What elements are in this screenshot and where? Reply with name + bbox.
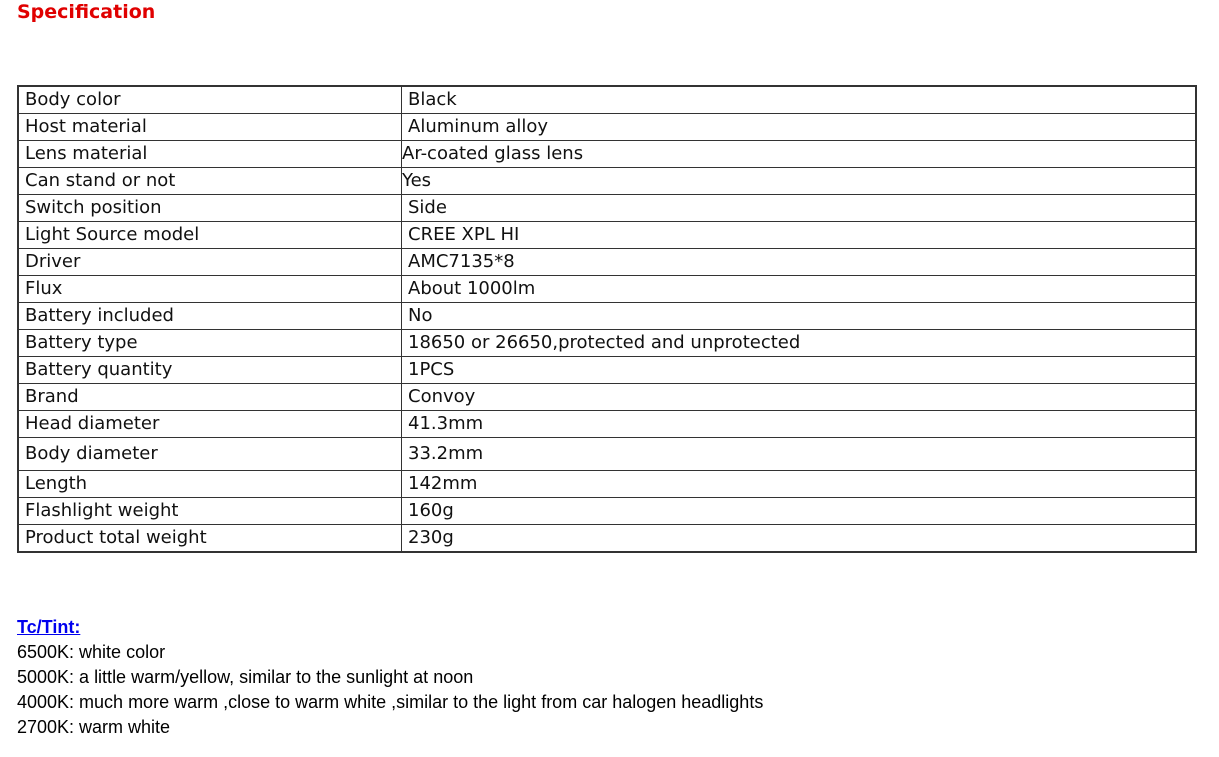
spec-label: Switch position [18, 195, 402, 222]
spec-label: Can stand or not [18, 168, 402, 195]
spec-value: Black [402, 86, 1197, 114]
tint-section [17, 615, 763, 740]
spec-label: Brand [18, 384, 402, 411]
table-row [18, 357, 1196, 384]
tint-line: 5000K: a little warm/yellow, similar to the sunlight at noon [17, 667, 474, 687]
spec-label: Body color [18, 86, 402, 114]
spec-value: Ar-coated glass lens [402, 141, 1197, 168]
spec-value: Convoy [402, 384, 1197, 411]
spec-value: 142mm [402, 471, 1197, 498]
spec-label: Flashlight weight [18, 498, 402, 525]
table-row [18, 114, 1196, 141]
spec-value: 1PCS [402, 357, 1197, 384]
spec-label: Lens material [18, 141, 402, 168]
spec-label: Light Source model [18, 222, 402, 249]
table-row [18, 384, 1196, 411]
spec-label: Battery type [18, 330, 402, 357]
spec-label: Battery included [18, 303, 402, 330]
spec-table [17, 85, 1197, 553]
spec-label: Head diameter [18, 411, 402, 438]
spec-value: 160g [402, 498, 1197, 525]
spec-label: Length [18, 471, 402, 498]
spec-value: Side [402, 195, 1197, 222]
spec-label: Host material [18, 114, 402, 141]
table-row [18, 168, 1196, 195]
spec-value: 18650 or 26650,protected and unprotected [402, 330, 1197, 357]
spec-value: 33.2mm [402, 438, 1197, 471]
spec-value: Yes [402, 168, 1197, 195]
table-row [18, 411, 1196, 438]
table-row [18, 471, 1196, 498]
table-row [18, 195, 1196, 222]
tint-line: 4000K: much more warm ,close to warm white ,similar to the light from car halogen headlights [17, 692, 764, 712]
spec-value: No [402, 303, 1197, 330]
table-row [18, 86, 1196, 114]
spec-value: 230g [402, 525, 1197, 553]
table-row [18, 525, 1196, 553]
tint-line: 2700K: warm white [17, 717, 171, 737]
table-row [18, 438, 1196, 471]
spec-label: Driver [18, 249, 402, 276]
table-row [18, 303, 1196, 330]
table-row [18, 498, 1196, 525]
spec-value: 41.3mm [402, 411, 1197, 438]
table-row [18, 141, 1196, 168]
spec-heading: Specification [17, 1, 156, 23]
table-row [18, 276, 1196, 303]
table-row [18, 222, 1196, 249]
spec-label: Battery quantity [18, 357, 402, 384]
table-row [18, 249, 1196, 276]
spec-label: Body diameter [18, 438, 402, 471]
spec-label: Flux [18, 276, 402, 303]
spec-value: About 1000lm [402, 276, 1197, 303]
tint-title-link[interactable]: Tc/Tint: [17, 617, 81, 637]
spec-value: CREE XPL HI [402, 222, 1197, 249]
spec-value: Aluminum alloy [402, 114, 1197, 141]
tint-line: 6500K: white color [17, 642, 166, 662]
spec-label: Product total weight [18, 525, 402, 553]
spec-value: AMC7135*8 [402, 249, 1197, 276]
table-row [18, 330, 1196, 357]
